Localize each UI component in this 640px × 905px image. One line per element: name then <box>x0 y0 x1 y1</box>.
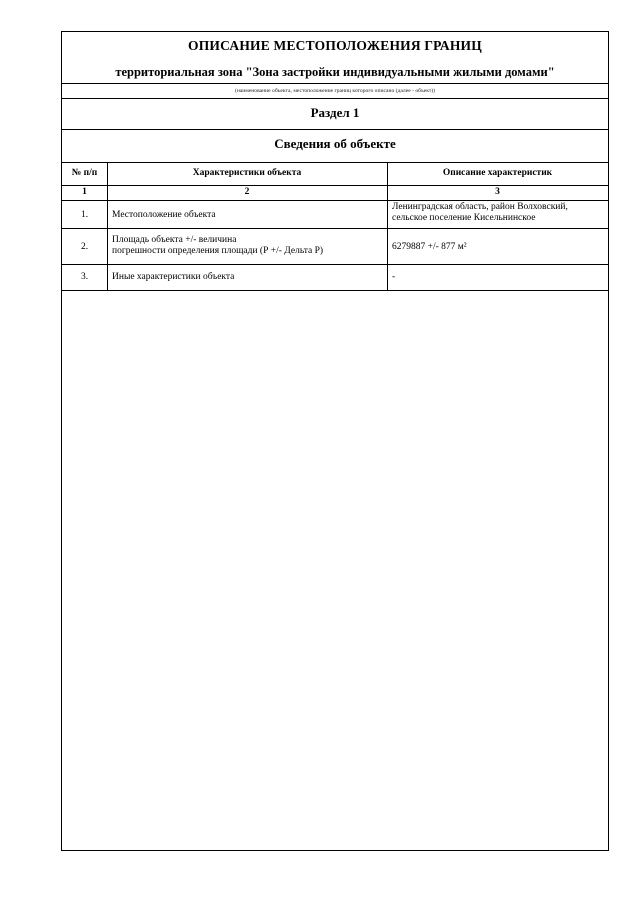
row-1-description-line-2: сельское поселение Кисельнинское <box>392 213 536 223</box>
object-caption: (наименование объекта, местоположение границ которого описано (далее - объект)) <box>234 88 436 94</box>
row-1-number: 1. <box>80 210 89 220</box>
row-2-number: 2. <box>80 242 89 252</box>
row-3-characteristic: Иные характеристики объекта <box>112 272 235 282</box>
divider <box>62 98 608 99</box>
row-1-description-line-1: Ленинградская область, район Волховский, <box>392 202 568 212</box>
divider <box>62 129 608 130</box>
divider <box>62 83 608 84</box>
column-number-3: 3 <box>495 187 500 197</box>
divider <box>62 185 608 186</box>
row-2-description: 6279887 +/- 877 м² <box>392 242 467 252</box>
divider <box>62 228 608 229</box>
document-subtitle: территориальная зона "Зона застройки индивидуальными жилыми домами" <box>115 65 555 79</box>
header-description: Описание характеристик <box>442 168 553 178</box>
row-1-characteristic: Местоположение объекта <box>112 210 216 220</box>
column-number-2: 2 <box>244 187 250 197</box>
row-2-characteristic-line-2: погрешности определения площади (Р +/- Дельта Р) <box>112 246 324 256</box>
column-divider <box>107 162 108 290</box>
section-subtitle: Сведения об объекте <box>274 136 396 151</box>
table-top-border <box>62 162 608 163</box>
section-title: Раздел 1 <box>310 105 360 120</box>
divider <box>62 264 608 265</box>
row-2-characteristic-line-1: Площадь объекта +/- величина <box>112 235 237 245</box>
column-divider <box>387 162 388 290</box>
row-3-description: - <box>392 272 396 282</box>
table-bottom-border <box>62 290 608 291</box>
document-page <box>61 31 609 851</box>
divider <box>62 200 608 201</box>
document-title: ОПИСАНИЕ МЕСТОПОЛОЖЕНИЯ ГРАНИЦ <box>188 38 482 53</box>
row-3-number: 3. <box>80 272 89 282</box>
column-number-1: 1 <box>82 187 87 197</box>
header-characteristic: Характеристики объекта <box>192 168 302 178</box>
header-number: № п/п <box>71 168 98 178</box>
